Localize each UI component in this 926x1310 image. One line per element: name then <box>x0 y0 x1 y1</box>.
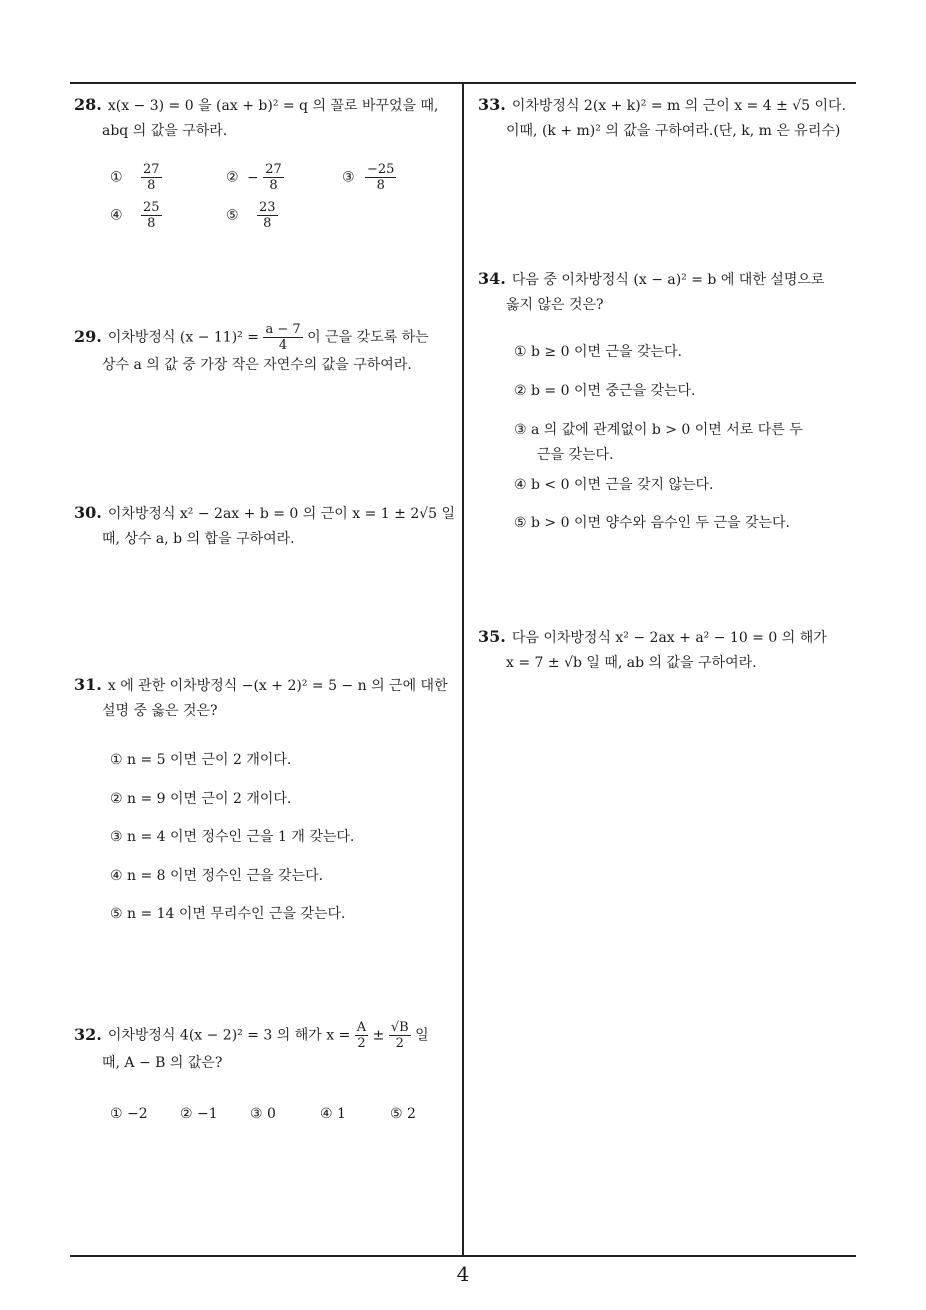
question-text-post: 이 근을 갖도록 하는 <box>307 329 429 346</box>
option-4[interactable]: ④ b < 0 이면 근을 갖지 않는다. <box>514 477 714 493</box>
question-29 <box>74 322 458 378</box>
option-3[interactable]: ③ 0 <box>250 1106 276 1122</box>
question-30 <box>74 500 458 552</box>
question-text-pre: 이차방정식 (x − 11)² = <box>107 329 259 346</box>
fraction-numerator: a − 7 <box>265 322 301 337</box>
question-number: 33. <box>478 95 506 114</box>
option-fraction <box>141 162 162 193</box>
question-text-pre: 이차방정식 4(x − 2)² = 3 의 해가 x = <box>107 1027 351 1044</box>
option-mark: ① <box>110 169 123 186</box>
option-5[interactable]: ⑤ 2 <box>390 1106 416 1122</box>
option-5[interactable]: ⑤ b > 0 이면 양수와 음수인 두 근을 갖는다. <box>514 515 790 531</box>
option-3[interactable] <box>342 162 396 193</box>
option-2[interactable]: ② b = 0 이면 중근을 갖는다. <box>514 383 696 399</box>
question-text-line2: 옳지 않은 것은? <box>506 297 604 313</box>
question-number: 28. <box>74 95 102 114</box>
option-mark: ② <box>226 169 239 186</box>
fraction-denominator: 8 <box>269 178 278 193</box>
question-31 <box>74 672 458 724</box>
question-text-line1: 이차방정식 x² − 2ax + b = 0 의 근이 x = 1 ± 2√5 일 <box>107 506 456 522</box>
option-2[interactable]: ② n = 9 이면 근이 2 개이다. <box>110 791 292 807</box>
fraction-numerator: √B <box>390 1020 409 1035</box>
option-2[interactable]: ② −1 <box>180 1106 218 1122</box>
question-35 <box>478 624 858 676</box>
fraction-numerator: 23 <box>259 200 276 215</box>
fraction-denominator: 8 <box>147 178 156 193</box>
option-4[interactable] <box>110 200 162 231</box>
question-number: 31. <box>74 675 102 694</box>
fraction-numerator: 25 <box>143 200 160 215</box>
option-5[interactable]: ⑤ n = 14 이면 무리수인 근을 갖는다. <box>110 906 346 922</box>
fraction-a-minus-7-over-4 <box>263 322 302 353</box>
option-5[interactable] <box>226 200 278 231</box>
option-3[interactable]: ③ n = 4 이면 정수인 근을 1 개 갖는다. <box>110 829 355 845</box>
fraction-denominator: 8 <box>263 216 272 231</box>
question-text-line2: 상수 a 의 값 중 가장 작은 자연수의 값을 구하여라. <box>102 357 412 373</box>
fraction-denominator: 2 <box>395 1036 404 1051</box>
option-1[interactable] <box>110 162 162 193</box>
fraction-denominator: 2 <box>357 1036 366 1051</box>
option-1[interactable]: ① −2 <box>110 1106 148 1122</box>
option-fraction <box>365 162 396 193</box>
fraction-numerator: 27 <box>143 162 160 177</box>
question-text-line1: 이차방정식 2(x + k)² = m 의 근이 x = 4 ± √5 이다. <box>511 98 847 114</box>
question-text-line1: 다음 이차방정식 x² − 2ax + a² − 10 = 0 의 해가 <box>511 630 827 646</box>
question-text-line2: 때, A − B 의 값은? <box>102 1055 223 1071</box>
question-number: 35. <box>478 627 506 646</box>
question-text-line1: x(x − 3) = 0 을 (ax + b)² = q 의 꼴로 바꾸었을 때, <box>107 98 439 114</box>
question-28 <box>74 92 458 144</box>
question-number: 34. <box>478 269 506 288</box>
option-3-continued: 근을 갖는다. <box>537 447 614 463</box>
question-text-post: 일 <box>415 1027 429 1044</box>
fraction-denominator: 4 <box>278 338 288 353</box>
question-number: 29. <box>74 326 102 346</box>
option-mark: ④ <box>110 207 123 224</box>
question-text-line2: 설명 중 옳은 것은? <box>102 703 218 719</box>
question-34 <box>478 266 858 318</box>
question-text-line2: x = 7 ± √b 일 때, ab 의 값을 구하여라. <box>506 655 757 671</box>
fraction-sqrt-b-over-2 <box>389 1020 411 1051</box>
option-4[interactable]: ④ 1 <box>320 1106 346 1122</box>
question-text-line2: 때, 상수 a, b 의 합을 구하여라. <box>102 531 295 547</box>
column-divider <box>462 83 464 1256</box>
option-1[interactable]: ① n = 5 이면 근이 2 개이다. <box>110 752 292 768</box>
question-text-line1: 다음 중 이차방정식 (x − a)² = b 에 대한 설명으로 <box>511 272 825 288</box>
fraction-numerator: 27 <box>265 162 282 177</box>
option-2[interactable] <box>226 162 284 193</box>
question-32 <box>74 1020 458 1076</box>
option-3[interactable]: ③ a 의 값에 관계없이 b > 0 이면 서로 다른 두 <box>514 422 803 438</box>
option-fraction <box>263 162 284 193</box>
question-33 <box>478 92 858 144</box>
option-4[interactable]: ④ n = 8 이면 정수인 근을 갖는다. <box>110 868 324 884</box>
fraction-numerator: A <box>356 1020 367 1035</box>
option-fraction <box>257 200 278 231</box>
option-fraction <box>141 200 162 231</box>
bottom-rule <box>70 1255 856 1257</box>
option-sign: − <box>247 169 259 186</box>
option-mark: ⑤ <box>226 207 239 224</box>
question-text-line2: 이때, (k + m)² 의 값을 구하여라.(단, k, m 은 유리수) <box>506 123 841 139</box>
question-number: 32. <box>74 1024 102 1044</box>
fraction-numerator: −25 <box>367 162 395 177</box>
question-text-line1: x 에 관한 이차방정식 −(x + 2)² = 5 − n 의 근에 대한 <box>107 678 448 694</box>
question-text-line2: abq 의 값을 구하라. <box>102 123 228 139</box>
fraction-denominator: 8 <box>147 216 156 231</box>
option-mark: ③ <box>342 169 355 186</box>
fraction-a-over-2 <box>355 1020 368 1051</box>
question-number: 30. <box>74 503 102 522</box>
fraction-denominator: 8 <box>376 178 385 193</box>
plus-minus: ± <box>372 1027 385 1044</box>
page-number: 4 <box>456 1262 470 1286</box>
option-1[interactable]: ① b ≥ 0 이면 근을 갖는다. <box>514 344 682 360</box>
